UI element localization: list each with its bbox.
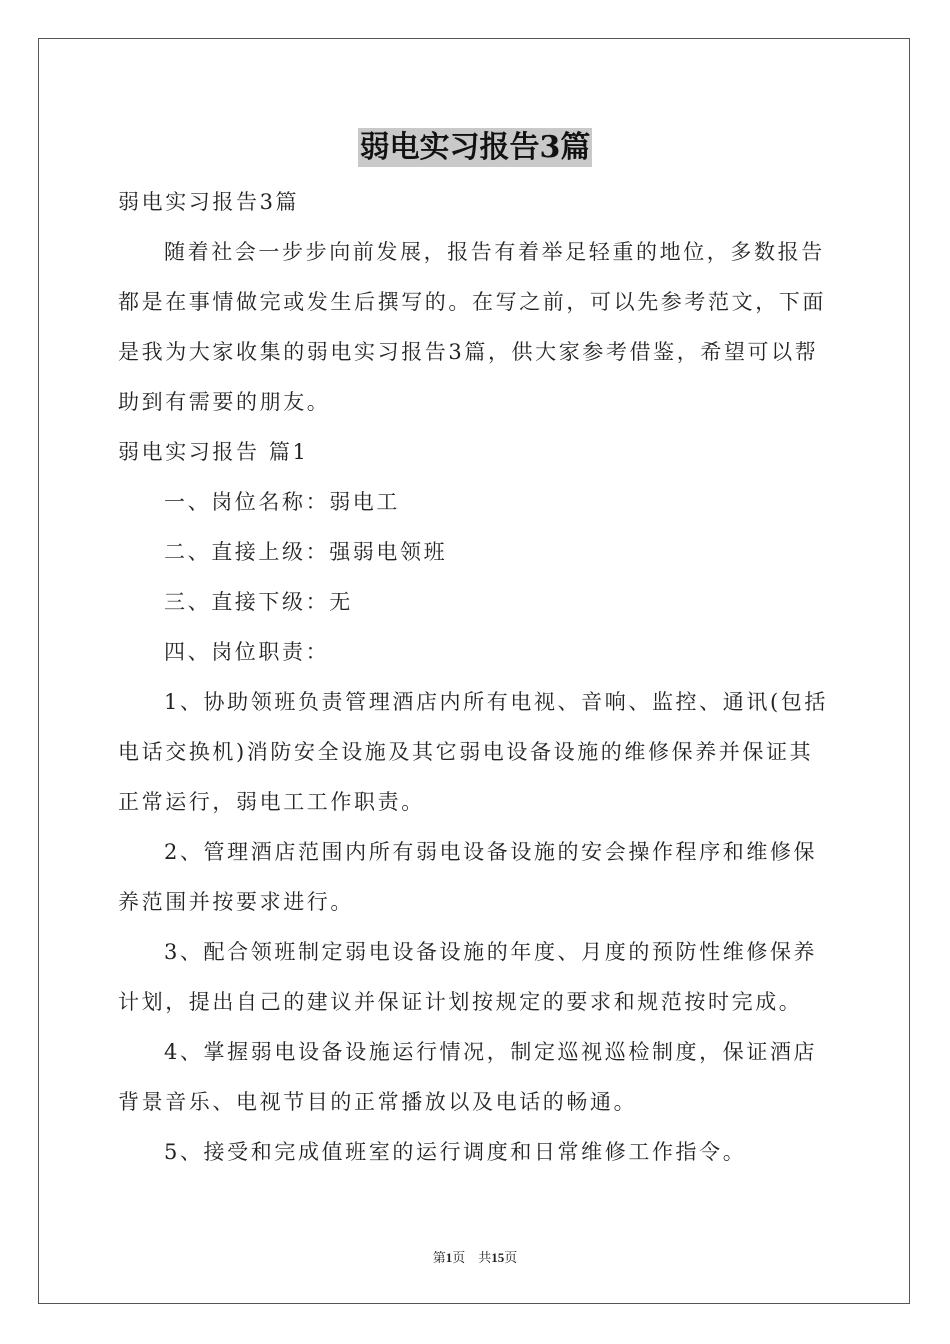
page-footer <box>0 1247 950 1266</box>
footer-mid: 页 共 <box>452 1250 492 1265</box>
duty-line: 背景音乐、电视节目的正常播放以及电话的畅通。 <box>118 1090 638 1114</box>
intro-line: 都是在事情做完或发生后撰写的。在写之前，可以先参考范文，下面 <box>118 290 826 314</box>
intro-line: 是我为大家收集的弱电实习报告3篇，供大家参考借鉴，希望可以帮 <box>118 340 819 364</box>
duty-line: 5、接受和完成值班室的运行调度和日常维修工作指令。 <box>164 1140 747 1164</box>
duty-line: 养范围并按要求进行。 <box>118 890 354 914</box>
list-item: 一、岗位名称：弱电工 <box>164 490 400 514</box>
intro-line: 助到有需要的朋友。 <box>118 390 331 414</box>
duty-line: 2、管理酒店范围内所有弱电设备设施的安会操作程序和维修保 <box>164 840 818 864</box>
duty-line: 4、掌握弱电设备设施运行情况，制定巡视巡检制度，保证酒店 <box>164 1040 818 1064</box>
subtitle: 弱电实习报告3篇 <box>118 190 300 214</box>
total-pages: 15 <box>491 1250 505 1265</box>
footer-prefix: 第 <box>432 1250 446 1265</box>
section-heading: 弱电实习报告 篇1 <box>118 440 309 464</box>
list-item: 三、直接下级：无 <box>164 590 353 614</box>
list-item: 四、岗位职责： <box>164 640 330 664</box>
duty-line: 正常运行，弱电工工作职责。 <box>118 790 425 814</box>
list-item: 二、直接上级：强弱电领班 <box>164 540 448 564</box>
intro-line: 随着社会一步步向前发展，报告有着举足轻重的地位，多数报告 <box>164 240 825 264</box>
document-title: 弱电实习报告3篇 <box>359 130 591 165</box>
duty-line: 1、协助领班负责管理酒店内所有电视、音响、监控、通讯(包括 <box>164 690 828 714</box>
duty-line: 电话交换机)消防安全设施及其它弱电设备设施的维修保养并保证其 <box>118 740 814 764</box>
duty-line: 3、配合领班制定弱电设备设施的年度、月度的预防性维修保养 <box>164 940 818 964</box>
page-number: 1 <box>445 1250 453 1265</box>
footer-suffix: 页 <box>504 1250 518 1265</box>
duty-line: 计划，提出自己的建议并保证计划按规定的要求和规范按时完成。 <box>118 990 803 1014</box>
